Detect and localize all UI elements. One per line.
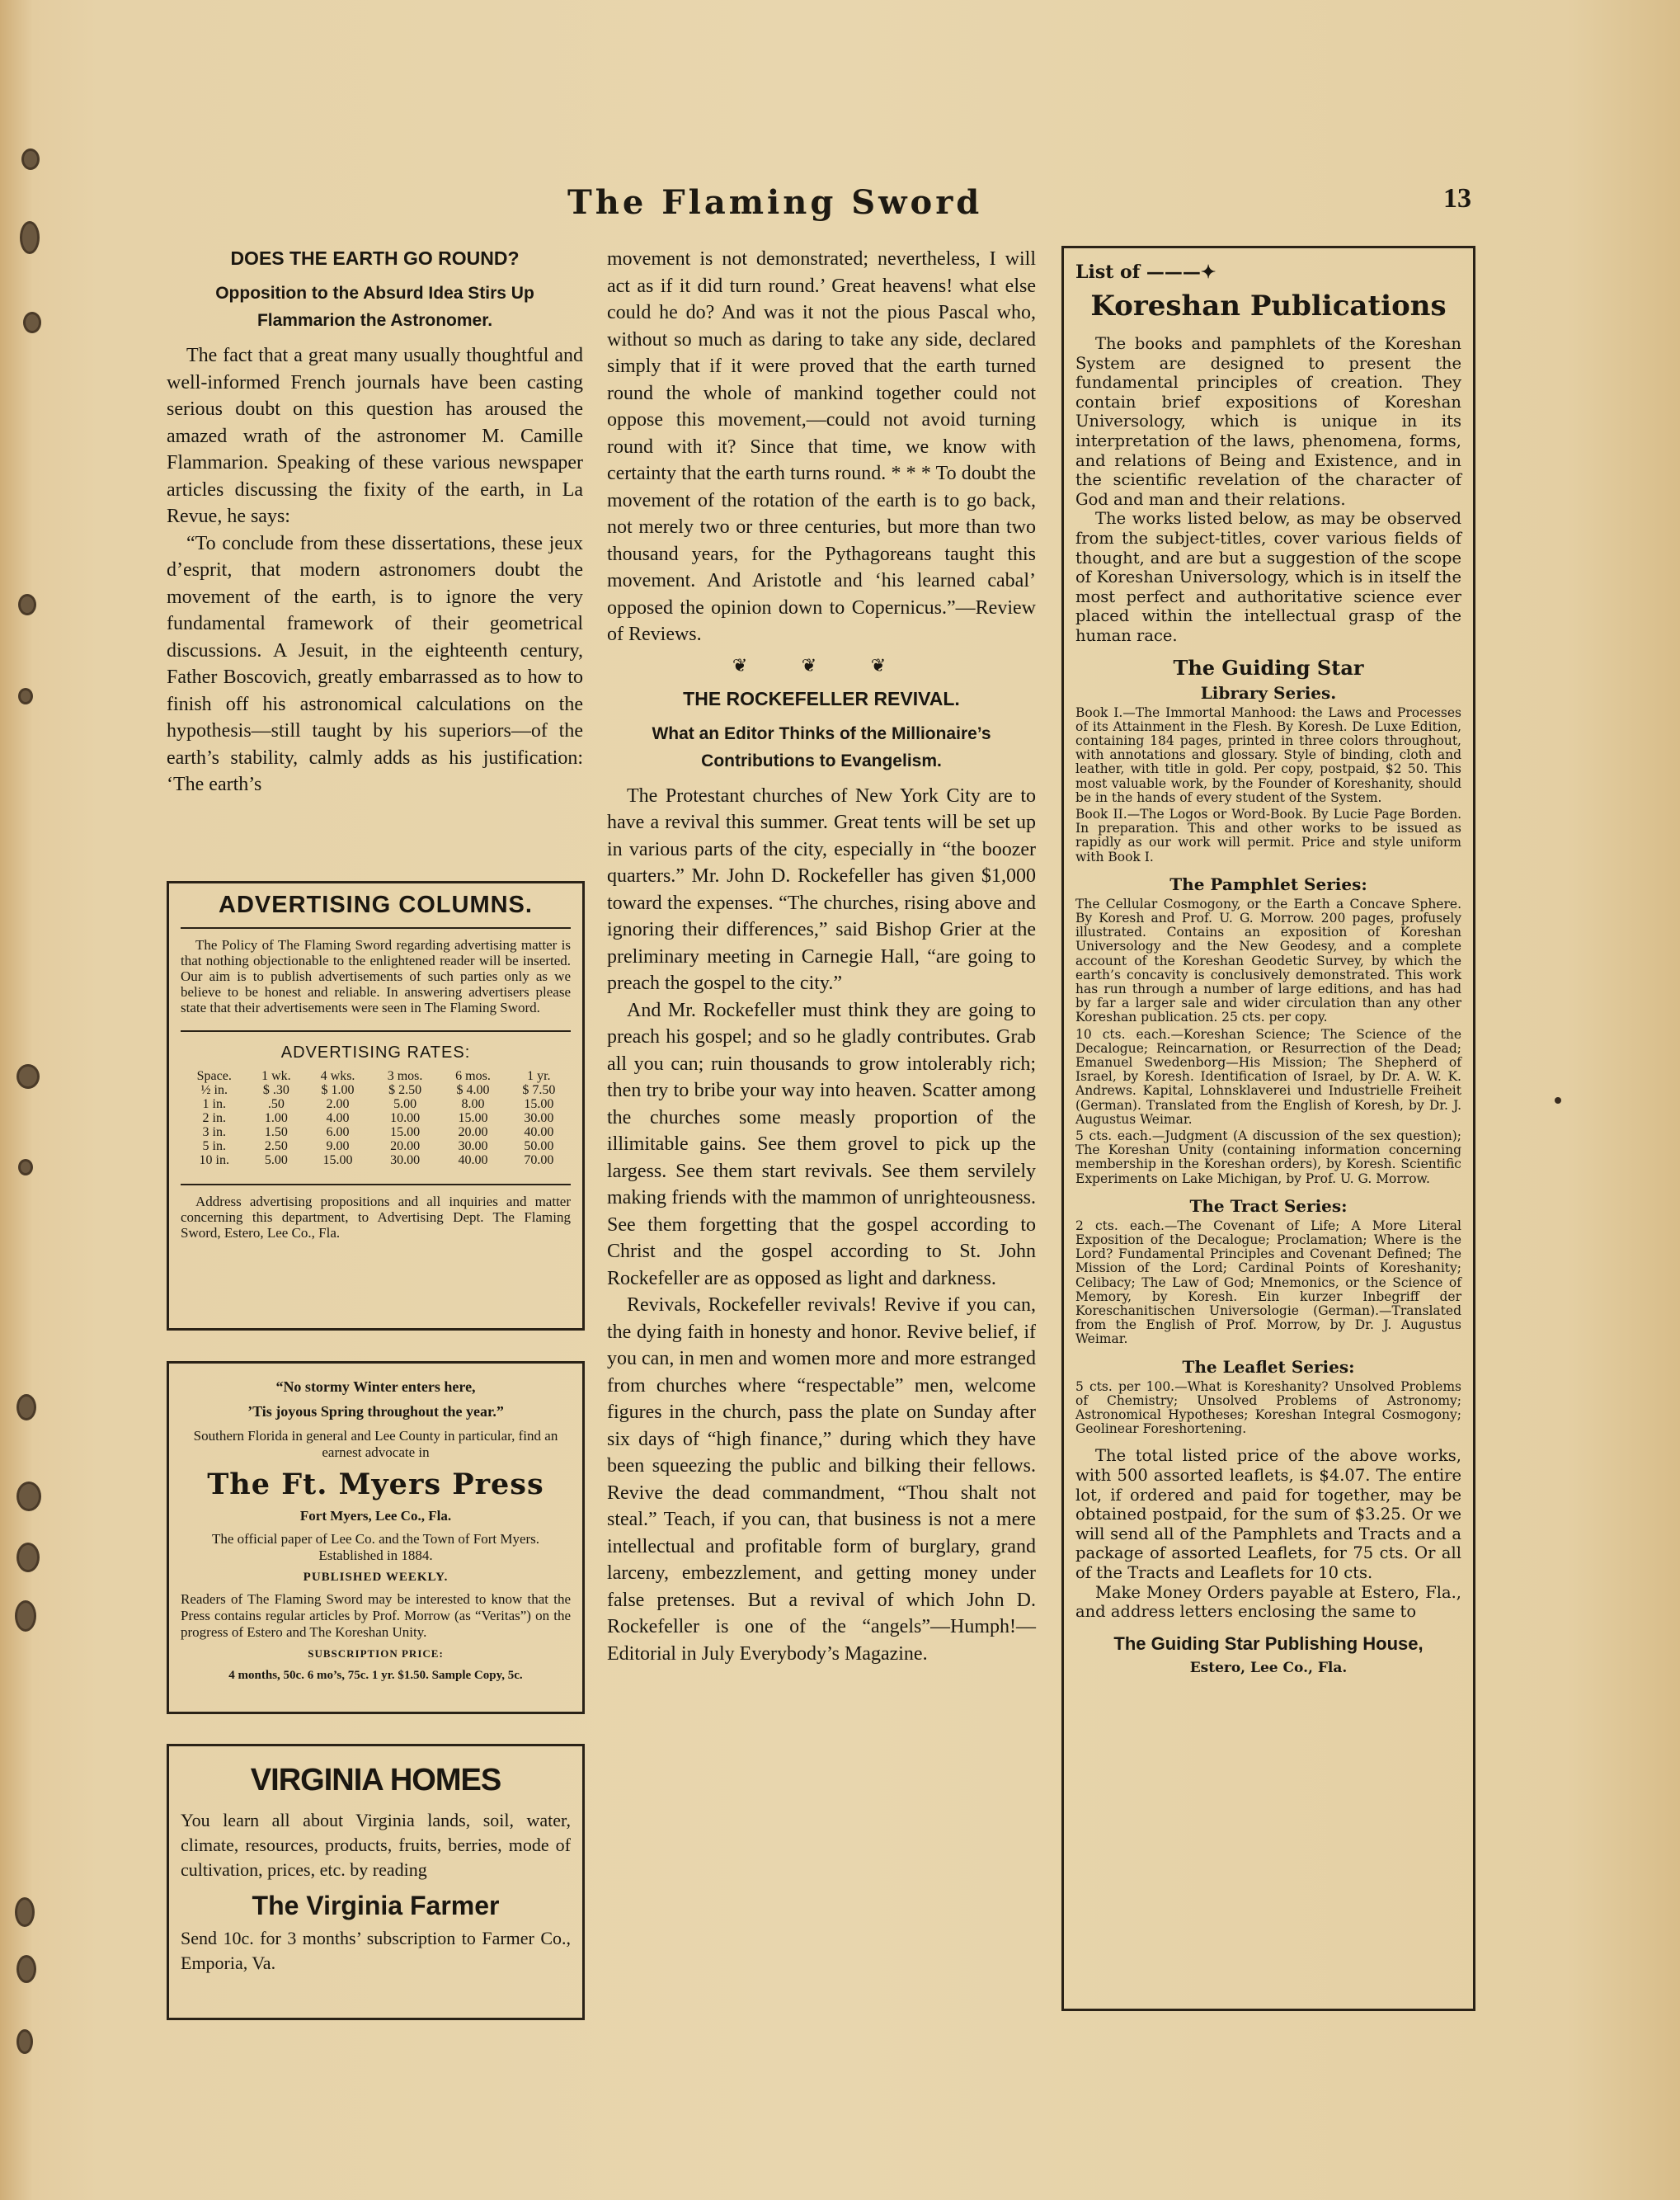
column-left <box>167 247 583 799</box>
binding-hole <box>18 594 36 615</box>
advertising-footnote <box>181 1184 571 1241</box>
article-body-rockefeller <box>607 783 1036 1668</box>
table-cell: 10 in. <box>199 1153 229 1167</box>
leaflet-series-heading: The Leaflet Series: <box>1182 1356 1355 1377</box>
book-one-entry: Book I.—The Immortal Manhood: the Laws and Processes of its Attainment in the Flesh. By Koresh. De Luxe Edition, containing 184 pages, printed in three colors throughout, with annotations and glossary. Style of binding, cloth and leather, with title in gold. Per copy, postpaid, $2 50. This most valuable work, by the Founder of Koreshanity, should be in the hands of every student of the System. <box>1075 704 1461 805</box>
table-cell: 9.00 <box>326 1139 350 1153</box>
binding-hole <box>23 312 41 333</box>
ink-speck <box>1555 1097 1561 1104</box>
binding-hole <box>16 1394 36 1420</box>
leaflets-entry: 5 cts. per 100.—What is Koreshanity? Unsolved Problems of Chemistry; Unsolved Problems of Astronomy; Astronomical Hypotheses; Koreshan Integral Cosmogony; Geolinear Foreshortening. <box>1075 1378 1461 1437</box>
virginia-homes-title: VIRGINIA HOMES <box>250 1763 501 1797</box>
table-row <box>181 1097 571 1111</box>
column-header: 4 wks. <box>320 1069 355 1083</box>
list-of-text: List of <box>1075 261 1141 283</box>
advertising-rates-title: ADVERTISING RATES: <box>181 1030 571 1062</box>
table-cell: $ 7.50 <box>522 1083 556 1097</box>
column-header: Space. <box>196 1069 232 1083</box>
table-cell: 5.00 <box>393 1097 417 1111</box>
advertising-columns-title: ADVERTISING COLUMNS. <box>181 892 571 929</box>
table-cell: 30.00 <box>390 1153 421 1167</box>
publications-intro <box>1075 334 1461 646</box>
advertising-columns-box <box>167 881 585 1331</box>
article-subhead-rockefeller: What an Editor Thinks of the Millionaire’s Contributions to Evangelism. <box>652 723 991 770</box>
ft-myers-press-ad <box>167 1361 585 1714</box>
binding-hole <box>16 1064 40 1089</box>
binding-hole <box>18 1159 33 1175</box>
virginia-homes-ad <box>167 1744 585 2020</box>
table-row <box>181 1111 571 1125</box>
article-headline-rockefeller: THE ROCKEFELLER REVIVAL. <box>683 687 960 709</box>
press-subscription-title: SUBSCRIPTION PRICE: <box>308 1647 444 1660</box>
press-readers: Readers of The Flaming Sword may be interested to know that the Press contains regular articles by Prof. Morrow (as “Veritas”) on the progress of Estero and The Koreshan Unity. <box>181 1591 571 1640</box>
table-cell: 4.00 <box>326 1111 350 1125</box>
press-weekly: PUBLISHED WEEKLY. <box>303 1571 449 1584</box>
paragraph: The fact that a great many usually thoughtful and well-informed French journals have been casting serious doubt on this question has aroused the amazed wrath of the astronomer M. Camille Flammarion. Speaking of these various newspaper articles discussing the fixity of the earth, in La Revue, he says: <box>167 345 583 527</box>
table-cell: 15.00 <box>322 1153 353 1167</box>
binding-hole <box>15 1600 36 1632</box>
press-official: The official paper of Lee Co. and the Town of Fort Myers. Established in 1884. <box>211 1531 540 1563</box>
table-cell: 5.00 <box>264 1153 288 1167</box>
table-header-row <box>181 1069 571 1083</box>
section-ornament: ❦ ❦ ❦ <box>732 654 911 676</box>
table-cell: 15.00 <box>524 1097 554 1111</box>
virginia-homes-body: You learn all about Virginia lands, soil, water, climate, resources, products, fruits, berries, mode of cultivation, prices, etc. by reading <box>181 1810 571 1880</box>
table-cell: 2 in. <box>202 1111 226 1125</box>
table-cell: 2.50 <box>264 1139 288 1153</box>
paragraph: “To conclude from these dissertations, these jeux d’esprit, that modern astronomers doubt the movement of the earth, is to ignore the very fundamental framework of their geometrical discussions. A Jesuit, in the eighteenth century, Father Boscovich, greatly embarrassed as to how to finish off his astronomical calculations on the hypothesis—still taught by his superiors—of the earth’s stability, calmly adds as his justification: ‘The earth’s <box>167 532 583 795</box>
press-title: The Ft. Myers Press <box>207 1467 544 1501</box>
column-header: 6 mos. <box>455 1069 491 1083</box>
virginia-farmer-title: The Virginia Farmer <box>252 1891 500 1920</box>
column-middle <box>607 246 1036 1667</box>
library-series-heading: Library Series. <box>1200 682 1337 703</box>
publishing-house-name: The Guiding Star Publishing House, <box>1113 1632 1424 1654</box>
table-cell: 5 in. <box>202 1139 226 1153</box>
press-quote-line-1: “No stormy Winter enters here, <box>275 1378 476 1395</box>
table-cell: 6.00 <box>326 1125 350 1139</box>
paragraph: Revivals, Rockefeller revivals! Revive if you can, the dying faith in honesty and honor. Revive belief, if you can, in men and women more and more estranged from churches where “respectable” men, welcome figures in the church, pass the plate on Sunday after six days of “high finance,” during which they have been squeezing the public and bilking their fellows. Revive the dead commandment, “Thou shalt not steal.” Teach, if you can, that business is not a mere intellectual and profitable form of burglary, grand larceny, embezzlement, and getting money under false pretenses. But a revival of which John D. Rockefeller is one of the “angels”—Humph!—Editorial in July Everybody’s Magazine. <box>607 1294 1036 1665</box>
page-number: 13 <box>1443 183 1471 214</box>
binding-hole <box>15 1897 35 1927</box>
column-header: 1 wk. <box>261 1069 291 1083</box>
paragraph: The works listed below, as may be observed from the subject-titles, cover various fields of thought, and are but a suggestion of the scope of Koreshan Universology, which is in itself the most perfect and authoritative science ever placed within the intellectual grasp of the human race. <box>1075 509 1461 645</box>
table-cell: 30.00 <box>524 1111 554 1125</box>
pamphlet-series-heading: The Pamphlet Series: <box>1169 874 1367 894</box>
table-row <box>181 1125 571 1139</box>
paragraph: And Mr. Rockefeller must think they are going to preach his gospel; and so he gladly contributes. Grab all you can; ruin thousands to grow intolerably rich; then try to bribe your way into heaven. Scatter among the churches some measly proportion of the illimitable gains. See them grovel to pick up the largess. See them start revivals. See them servilely making friends with the mammon of unrighteousness. See them forgetting that the gospel according to Christ and the gospel according to St. John Rockefeller are as opposed as light and darkness. <box>607 999 1036 1289</box>
table-cell: 10.00 <box>390 1111 421 1125</box>
publications-title: Koreshan Publications <box>1090 290 1447 323</box>
table-cell: 50.00 <box>524 1139 554 1153</box>
binding-hole <box>16 1543 40 1572</box>
binding-hole <box>21 148 40 170</box>
policy-text: The Policy of The Flaming Sword regarding advertising matter is that nothing objectionable to the enlightened reader will be inserted. Our aim is to publish advertisements of such parties only as we believe to be honest and reliable. In answering advertisers please state that their advertisements were seen in The Flaming Sword. <box>181 937 571 1015</box>
koreshan-publications-box <box>1061 246 1475 2011</box>
table-cell: 30.00 <box>458 1139 488 1153</box>
table-cell: 40.00 <box>458 1153 488 1167</box>
publications-pricing <box>1075 1446 1461 1621</box>
book-two-entry: Book II.—The Logos or Word-Book. By Lucie Page Borden. In preparation. This and other works to be issued as rapidly as our work will permit. Price and style uniform with Book I. <box>1075 806 1461 864</box>
article-headline-earth: DOES THE EARTH GO ROUND? <box>230 247 520 269</box>
article-body-earth <box>167 342 583 799</box>
column-header: 1 yr. <box>527 1069 551 1083</box>
paragraph: Make Money Orders payable at Estero, Fla., and address letters enclosing the same to <box>1075 1582 1461 1622</box>
binding-hole <box>16 2029 33 2054</box>
table-cell: 20.00 <box>390 1139 421 1153</box>
press-prices: 4 months, 50c. 6 mo’s, 75c. 1 yr. $1.50. Sample Copy, 5c. <box>228 1669 523 1682</box>
article-body-earth-continued <box>607 246 1036 648</box>
table-cell: 15.00 <box>458 1111 488 1125</box>
table-cell: 2.00 <box>326 1097 350 1111</box>
table-cell: 1.50 <box>264 1125 288 1139</box>
press-intro: Southern Florida in general and Lee County in particular, find an earnest advocate in <box>193 1428 558 1460</box>
table-row <box>181 1083 571 1097</box>
table-cell: ½ in. <box>200 1083 228 1097</box>
table-cell: 15.00 <box>390 1125 421 1139</box>
virginia-subscription: Send 10c. for 3 months’ subscription to Farmer Co., Emporia, Va. <box>181 1928 571 1973</box>
ten-cents-entry: 10 cts. each.—Koreshan Science; The Science of the Decalogue; Reincarnation, or Resurrection of the Dead; Emanuel Swedenborg—His Mission; The Shepherd of Israel, by Koresh. Identification of Israel, by Dr. A. W. K. Andrews. Kapital, Lohnsklaverei und Industrielle Freiheit (German). Translated from the English of Koresh, by Dr. J. Augustus Weimar. <box>1075 1026 1461 1127</box>
table-cell: 1.00 <box>264 1111 288 1125</box>
table-row <box>181 1153 571 1167</box>
table-cell: 8.00 <box>461 1097 485 1111</box>
table-cell: $ 1.00 <box>321 1083 355 1097</box>
paragraph: movement is not demonstrated; nevertheless, I will act as if it did turn round.’ Great heavens! what else could he do? And was it not the pious Pascal who, without so much as daring to take any side, declared simply that if it were proved that the earth turned round the whole of mankind together could not oppose this movement,—could not avoid turning round with it? Since that time, we know with certainty that the earth turns round. * * * To doubt the movement of the rotation of the earth is to go back, not merely two or three centuries, but more than two thousand years, for the Pythagoreans taught this movement. And Aristotle and ‘his learned cabal’ opposed the opinion down to Copernicus.”—Review of Reviews. <box>607 248 1036 645</box>
table-cell: 40.00 <box>524 1125 554 1139</box>
page-title: The Flaming Sword <box>567 183 983 222</box>
table-cell: $ 4.00 <box>456 1083 490 1097</box>
advertising-rates-table <box>181 1069 571 1167</box>
list-of-label: List of ———✦ <box>1075 261 1216 283</box>
table-cell: 1 in. <box>202 1097 226 1111</box>
five-cents-entry: 5 cts. each.—Judgment (A discussion of the sex question); The Koreshan Unity (containing information concerning membership in the Koreshan orders), by Koresh. Scientific Experiments on Lake Michigan, by Prof. U. G. Morrow. <box>1075 1128 1461 1186</box>
tract-series-heading: The Tract Series: <box>1189 1195 1348 1216</box>
table-cell: 3 in. <box>202 1125 226 1139</box>
column-header: 3 mos. <box>387 1069 423 1083</box>
table-cell: 70.00 <box>524 1153 554 1167</box>
article-subhead-earth: Opposition to the Absurd Idea Stirs Up Flammarion the Astronomer. <box>215 284 534 330</box>
guiding-star-heading: The Guiding Star <box>1173 655 1364 680</box>
binding-hole <box>20 221 40 254</box>
table-cell: 20.00 <box>458 1125 488 1139</box>
press-quote-line-2: ’Tis joyous Spring throughout the year.” <box>247 1403 504 1420</box>
binding-hole <box>16 1955 36 1983</box>
press-location: Fort Myers, Lee Co., Fla. <box>299 1508 452 1524</box>
table-row <box>181 1139 571 1153</box>
two-cents-entry: 2 cts. each.—The Covenant of Life; A More Literal Exposition of the Decalogue; Proclamation; Where is the Lord? Fundamental Principles and Covenant Defined; The Mission of the Lord; Cardinal Points of Koreshanity; Celibacy; The Law of God; Mnemonics, or the Science of Memory, by Koresh. Ein kurzer Inbegriff der Koreschanitischen Universologie (German).—Translated from the English of Prof. Morrow, by Dr. J. Augustus Weimar. <box>1075 1218 1461 1347</box>
table-cell: $ 2.50 <box>388 1083 422 1097</box>
paragraph: The books and pamphlets of the Koreshan System are designed to present the fundamental principles of creation. They contain brief expositions of Koreshan Universology, which is unique in its interpretation of the laws, phenomena, forms, and relations of Being and Existence, and in the scientific revelation of the character of God and man and their relations. <box>1075 334 1461 509</box>
binding-hole <box>18 688 33 704</box>
publishing-house-address: Estero, Lee Co., Fla. <box>1189 1659 1348 1676</box>
footnote-text: Address advertising propositions and all inquiries and matter concerning this department, to Advertising Dept. The Flaming Sword, Estero, Lee Co., Fla. <box>181 1194 571 1241</box>
advertising-policy <box>181 937 571 1015</box>
table-cell: $ .30 <box>262 1083 289 1097</box>
binding-hole <box>16 1482 41 1511</box>
table-cell: .50 <box>267 1097 285 1111</box>
paragraph: The Protestant churches of New York City are to have a revival this summer. Great tents will be set up in various parts of the city, especially in “the boozer quarters.” Mr. John D. Rockefeller has given $1,000 toward the expenses. “The churches, rising above and ignoring their differences,” said Bishop Grier at the preliminary meeting in Carnegie Hall, “are going to preach the gospel to the city.” <box>607 784 1036 994</box>
cellular-cosmogony-entry: The Cellular Cosmogony, or the Earth a Concave Sphere. By Koresh and Prof. U. G. Morrow. 200 pages, profusely illustrated. Contains an exposition of Koreshan Universology and the New Geodesy, and a complete account of the Koreshan Geodetic Survey, by which the earth’s concavity is conclusively demonstrated. This work has run through a number of large editions, and has had by far a larger sale and wider circulation than any other Koreshan publication. 25 cts. per copy. <box>1075 896 1461 1025</box>
paragraph: The total listed price of the above works, with 500 assorted leaflets, is $4.07. The entire lot, if ordered and paid for together, may be obtained postpaid, for the sum of $3.25. Or we will send all of the Pamphlets and Tracts and a package of assorted Leaflets, for 75 cts. Or all of the Tracts and Leaflets for 10 cts. <box>1075 1446 1461 1582</box>
